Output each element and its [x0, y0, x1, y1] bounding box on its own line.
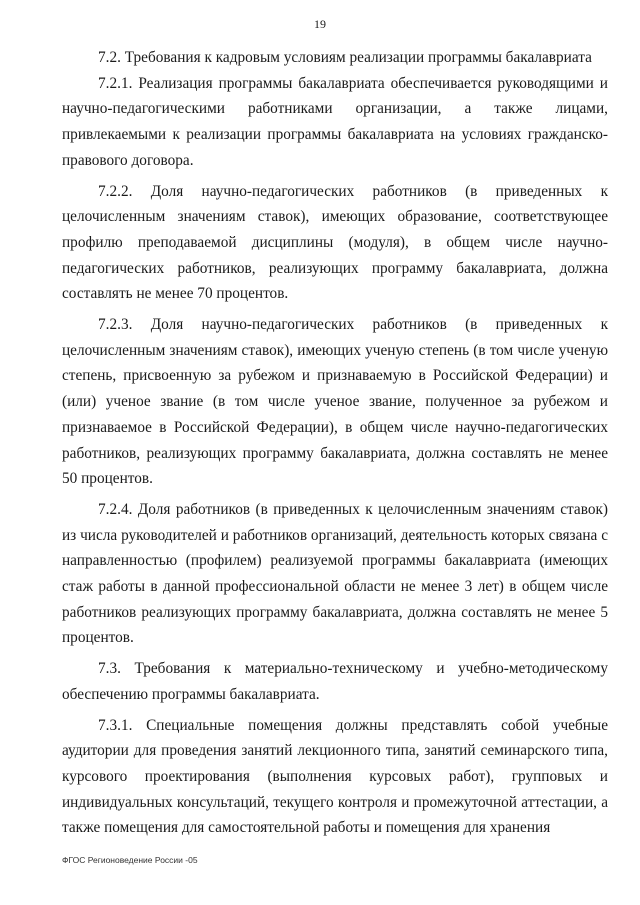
- section-7-3-heading: 7.3. Требования к материально-техническому и учебно-методическому обеспечению программы бакалавриата.: [62, 660, 608, 703]
- paragraph-7-3-1: 7.3.1. Специальные помещения должны представлять собой учебные аудитории для проведения занятий лекционного типа, занятий семинарского типа, курсового проектирования (выполнения курсовых работ), групповых и индивидуальных консультаций, текущего контроля и промежуточной аттестации, а также помещения для самостоятельной работы и помещения для хранения: [62, 716, 608, 837]
- page-footer: ФГОС Регионоведение России -05: [62, 855, 198, 865]
- section-7-2-heading: 7.2. Требования к кадровым условиям реализации программы бакалавриата: [98, 49, 592, 66]
- paragraph-7-2-4: 7.2.4. Доля работников (в приведенных к целочисленным значениям ставок) из числа руководителей и работников организаций, деятельность которых связана с направленностью (профилем) реализуемой программы бакалавриата (имеющих стаж работы в данной профессиональной области не менее 3 лет) в общем числе работников реализующих программу бакалавриата, должна составлять не менее 5 процентов.: [62, 500, 608, 647]
- paragraph-7-2-2: 7.2.2. Доля научно-педагогических работников (в приведенных к целочисленным значениям ставок), имеющих образование, соответствующее профилю преподаваемой дисциплины (модуля), в общем числе научно-педагогических работников, реализующих программу бакалавриата, должна составлять не менее 70 процентов.: [62, 182, 608, 303]
- page-number: 19: [314, 17, 326, 31]
- paragraph-7-2-1: 7.2.1. Реализация программы бакалавриата обеспечивается руководящими и научно-педагогическими работниками организации, а также лицами, привлекаемыми к реализации программы бакалавриата на условиях гражданско-правового договора.: [62, 74, 608, 169]
- paragraph-7-2-3: 7.2.3. Доля научно-педагогических работников (в приведенных к целочисленным значениям ставок), имеющих ученую степень (в том числе ученую степень, присвоенную за рубежом и признаваемую в Российской Федерации) и (или) ученое звание (в том числе ученое звание, полученное за рубежом и признаваемое в Российской Федерации), в общем числе научно-педагогических работников, реализующих программу бакалавриата, должна составлять не менее 50 процентов.: [62, 316, 608, 488]
- page-content: [62, 45, 608, 841]
